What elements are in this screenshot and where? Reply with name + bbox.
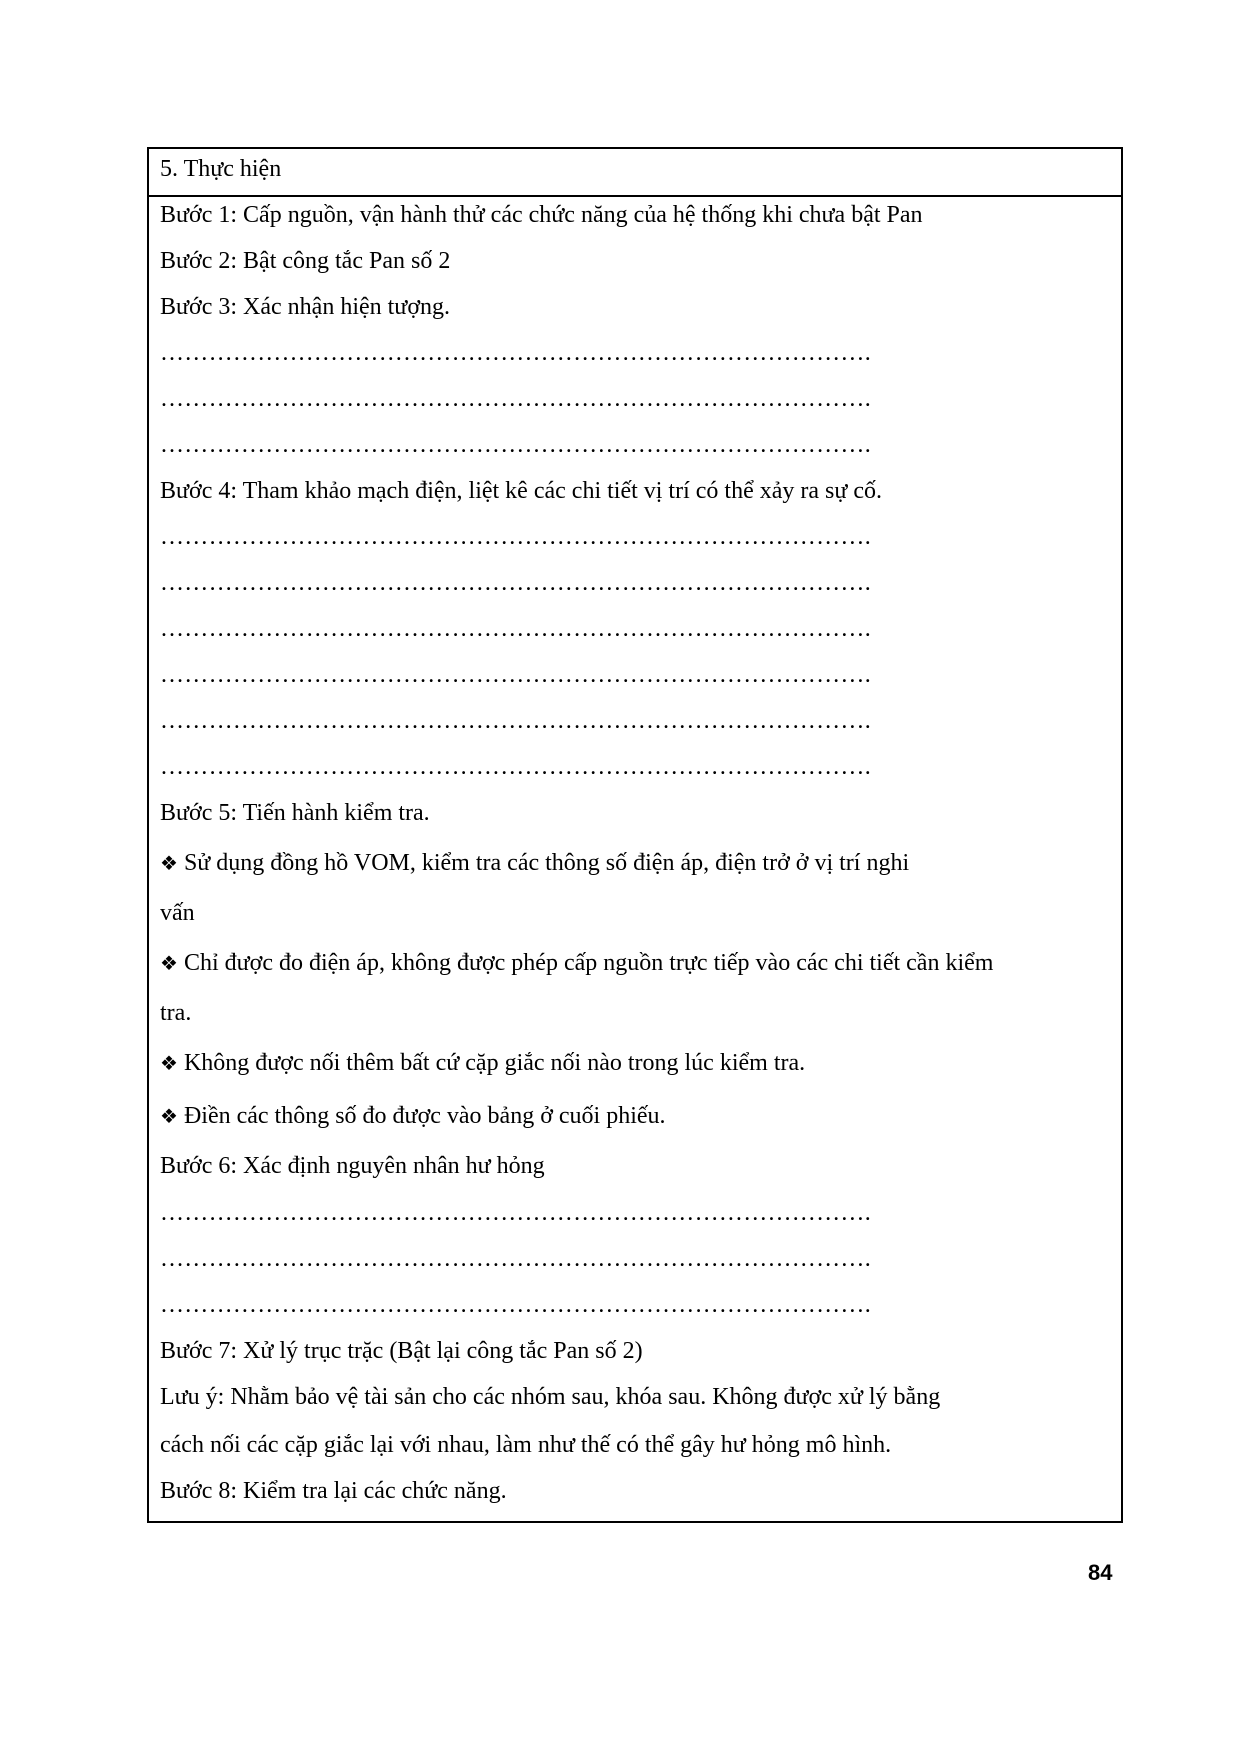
step-8: Bước 8: Kiểm tra lại các chức năng. <box>160 1478 507 1504</box>
answer-blank-line: ……………………………………………………………………………. <box>160 708 871 734</box>
check-item <box>160 849 909 877</box>
step-5: Bước 5: Tiến hành kiểm tra. <box>160 800 430 826</box>
diamond-bullet-icon: ❖ <box>160 1104 178 1128</box>
page-number: 84 <box>1088 1560 1113 1585</box>
step-3: Bước 3: Xác nhận hiện tượng. <box>160 294 451 320</box>
section-title: 5. Thực hiện <box>160 156 282 182</box>
step-4: Bước 4: Tham khảo mạch điện, liệt kê các chi tiết vị trí có thể xảy ra sự cố. <box>160 478 883 504</box>
answer-blank-line: ……………………………………………………………………………. <box>160 1200 871 1226</box>
check-text: Điền các thông số đo được vào bảng ở cuối phiếu. <box>183 1103 666 1129</box>
answer-blank-line: ……………………………………………………………………………. <box>160 524 871 550</box>
answer-blank-line: ……………………………………………………………………………. <box>160 570 871 596</box>
check-text: Chỉ được đo điện áp, không được phép cấp nguồn trực tiếp vào các chi tiết cần kiểm <box>183 950 994 976</box>
step-7: Bước 7: Xử lý trục trặc (Bật lại công tắc Pan số 2) <box>160 1338 643 1364</box>
note-line: cách nối các cặp giắc lại với nhau, làm như thế có thể gây hư hỏng mô hình. <box>160 1432 892 1458</box>
check-item <box>160 1049 805 1077</box>
check-text: Không được nối thêm bất cứ cặp giắc nối nào trong lúc kiểm tra. <box>183 1050 806 1076</box>
check-item-continuation: tra. <box>160 1000 192 1026</box>
diamond-bullet-icon: ❖ <box>160 851 178 875</box>
note-line: Lưu ý: Nhằm bảo vệ tài sản cho các nhóm sau, khóa sau. Không được xử lý bằng <box>160 1384 941 1410</box>
section-header-row <box>149 149 1121 197</box>
answer-blank-line: ……………………………………………………………………………. <box>160 386 871 412</box>
step-1: Bước 1: Cấp nguồn, vận hành thử các chức năng của hệ thống khi chưa bật Pan <box>160 202 923 228</box>
answer-blank-line: ……………………………………………………………………………. <box>160 662 871 688</box>
answer-blank-line: ……………………………………………………………………………. <box>160 1246 871 1272</box>
answer-blank-line: ……………………………………………………………………………. <box>160 754 871 780</box>
step-6: Bước 6: Xác định nguyên nhân hư hỏng <box>160 1153 545 1179</box>
diamond-bullet-icon: ❖ <box>160 951 178 975</box>
check-text: Sử dụng đồng hồ VOM, kiểm tra các thông số điện áp, điện trở ở vị trí nghi <box>183 850 910 876</box>
diamond-bullet-icon: ❖ <box>160 1051 178 1075</box>
answer-blank-line: ……………………………………………………………………………. <box>160 616 871 642</box>
check-item-continuation: vấn <box>160 900 195 926</box>
check-item <box>160 949 993 977</box>
procedure-box <box>147 147 1123 1523</box>
answer-blank-line: ……………………………………………………………………………. <box>160 1292 871 1318</box>
answer-blank-line: ……………………………………………………………………………. <box>160 432 871 458</box>
step-2: Bước 2: Bật công tắc Pan số 2 <box>160 248 451 274</box>
answer-blank-line: ……………………………………………………………………………. <box>160 340 871 366</box>
check-item <box>160 1102 666 1130</box>
